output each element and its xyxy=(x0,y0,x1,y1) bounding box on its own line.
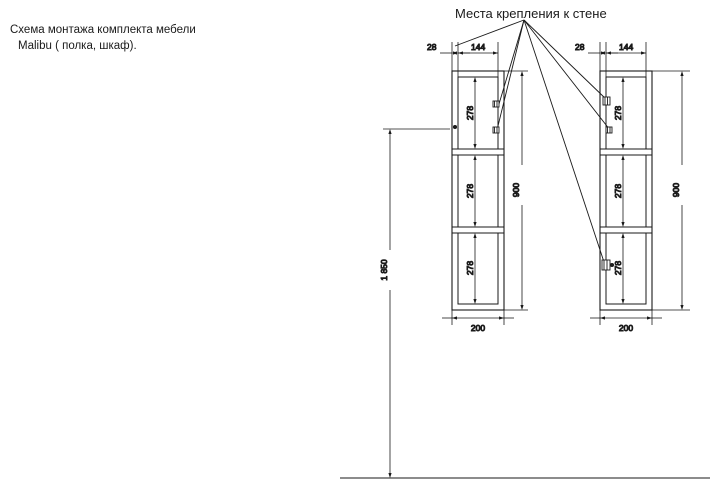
page-title: Места крепления к стене xyxy=(455,6,607,21)
left-dim-28-label: 28 xyxy=(427,42,437,52)
left-cabinet-top-dimensions xyxy=(440,42,498,77)
right-shelf-1-label: 278 xyxy=(613,105,623,121)
title-line-2: Malibu ( полка, шкаф). xyxy=(18,40,137,52)
right-cabinet-top-dimensions xyxy=(588,42,646,77)
right-cabinet-mount-marks xyxy=(602,97,614,270)
left-width-200-label: 200 xyxy=(470,323,486,333)
floor-height-1850-label: 1 850 xyxy=(379,259,389,281)
left-shelf-1-label: 278 xyxy=(465,105,475,121)
left-dim-144-label: 144 xyxy=(471,42,486,52)
left-cabinet-mount-marks xyxy=(453,101,499,133)
right-shelf-2-label: 278 xyxy=(613,183,623,199)
left-shelf-3-label: 278 xyxy=(465,260,475,276)
right-dim-144-label: 144 xyxy=(619,42,634,52)
left-height-900-label: 900 xyxy=(511,182,521,198)
right-dim-28-label: 28 xyxy=(575,42,585,52)
floor-height-dimension xyxy=(383,129,450,478)
title-line-1: Схема монтажа комплекта мебели xyxy=(10,24,196,36)
right-height-900-label: 900 xyxy=(671,182,681,198)
right-cabinet-front-view xyxy=(600,71,652,310)
right-width-200-label: 200 xyxy=(618,323,634,333)
left-shelf-2-label: 278 xyxy=(465,183,475,199)
wall-mount-leader-lines xyxy=(455,20,610,265)
right-shelf-3-label: 278 xyxy=(613,260,623,276)
